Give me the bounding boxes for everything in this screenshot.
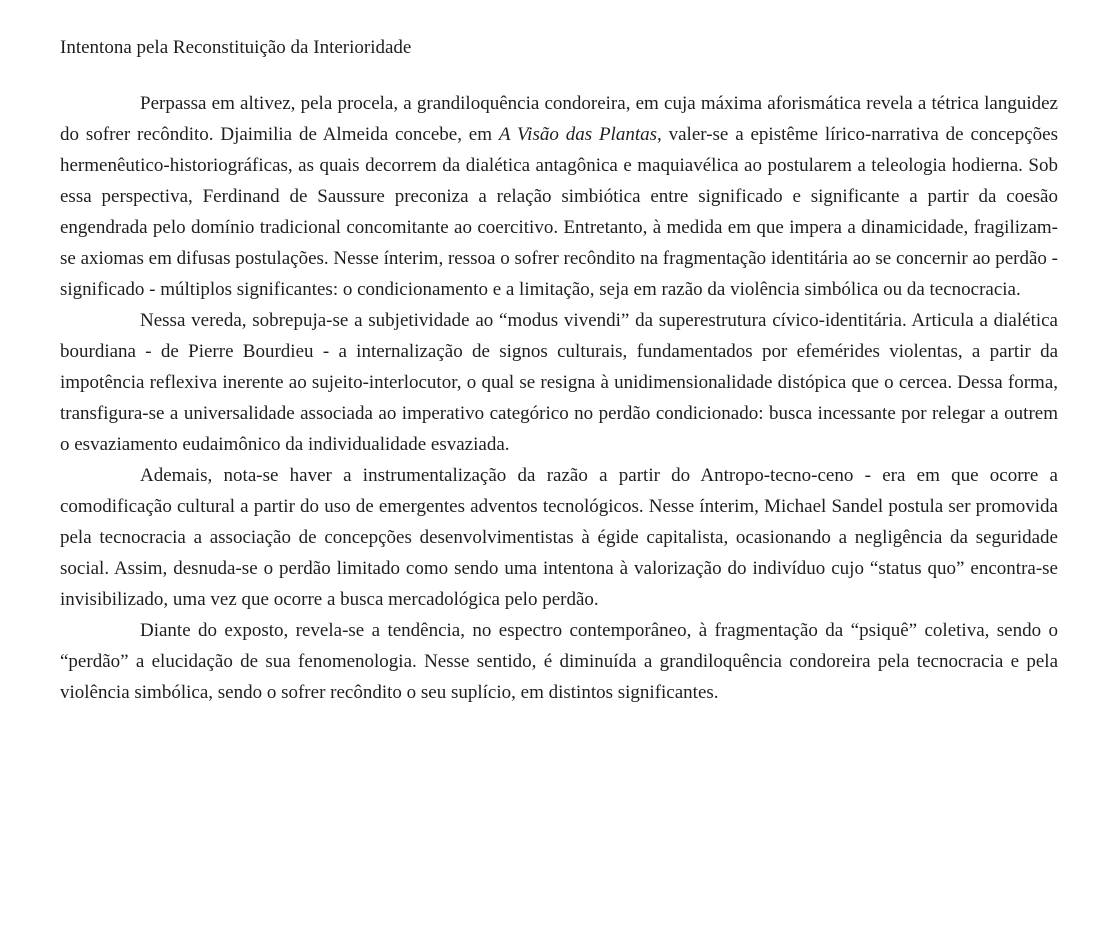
document-title: Intentona pela Reconstituição da Interioridade — [60, 37, 412, 58]
book-title-italic: A Visão das Plantas — [498, 124, 658, 145]
document-page — [60, 32, 1058, 708]
paragraph-4: Diante do exposto, revela-se a tendência, no espectro contemporâneo, à fragmentação da “psiquê” coletiva, sendo o “perdão” a elucidação de sua fenomenologia. Nesse sentido, é diminuída a grandiloquência condoreira pela tecnocracia e pela violência simbólica, sendo o sofrer recôndito o seu suplício, em distintos significantes. — [60, 620, 1058, 703]
paragraph-1 — [60, 88, 1058, 305]
paragraph-3: Ademais, nota-se haver a instrumentalização da razão a partir do Antropo-tecno-ceno - era em que ocorre a comodificação cultural a partir do uso de emergentes adventos tecnológicos. Nesse ínterim, Michael Sandel postula ser promovida pela tecnocracia a associação de concepções desenvolvimentistas à égide capitalista, ocasionando a negligência da seguridade social. Assim, desnuda-se o perdão limitado como sendo uma intentona à valorização do indivíduo cujo “status quo” encontra-se invisibilizado, uma vez que ocorre a busca mercadológica pelo perdão. — [60, 465, 1058, 610]
paragraph-1-text-end: , valer-se a epistême lírico-narrativa de concepções hermenêutico-historiográficas, as quais decorrem da dialética antagônica e maquiavélica ao postularem a teleologia hodierna. Sob essa perspectiva, Ferdinand de Saussure preconiza a relação simbiótica entre significado e significante a partir da coesão engendrada pelo domínio tradicional concomitante ao coercitivo. Entretanto, à medida em que impera a dinamicidade, fragilizam-se axiomas em difusas postulações. Nesse ínterim, ressoa o sofrer recôndito na fragmentação identitária ao se concernir ao perdão - significado - múltiplos significantes: o condicionamento e a limitação, seja em razão da violência simbólica ou da tecnocracia. — [60, 124, 1058, 300]
paragraph-1-text-start: Perpassa em altivez, pela procela, a grandiloquência condoreira, em cuja máxima aforismática revela a tétrica languidez do sofrer recôndito. Djaimilia de Almeida concebe, em — [60, 93, 1058, 145]
paragraph-2: Nessa vereda, sobrepuja-se a subjetividade ao “modus vivendi” da superestrutura cívico-identitária. Articula a dialética bourdiana - de Pierre Bourdieu - a internalização de signos culturais, fundamentados por efemérides violentas, a partir da impotência reflexiva inerente ao sujeito-interlocutor, o qual se resigna à unidimensionalidade distópica que o cercea. Dessa forma, transfigura-se a universalidade associada ao imperativo categórico no perdão condicionado: busca incessante por relegar a outrem o esvaziamento eudaimônico da individualidade esvaziada. — [60, 310, 1058, 455]
